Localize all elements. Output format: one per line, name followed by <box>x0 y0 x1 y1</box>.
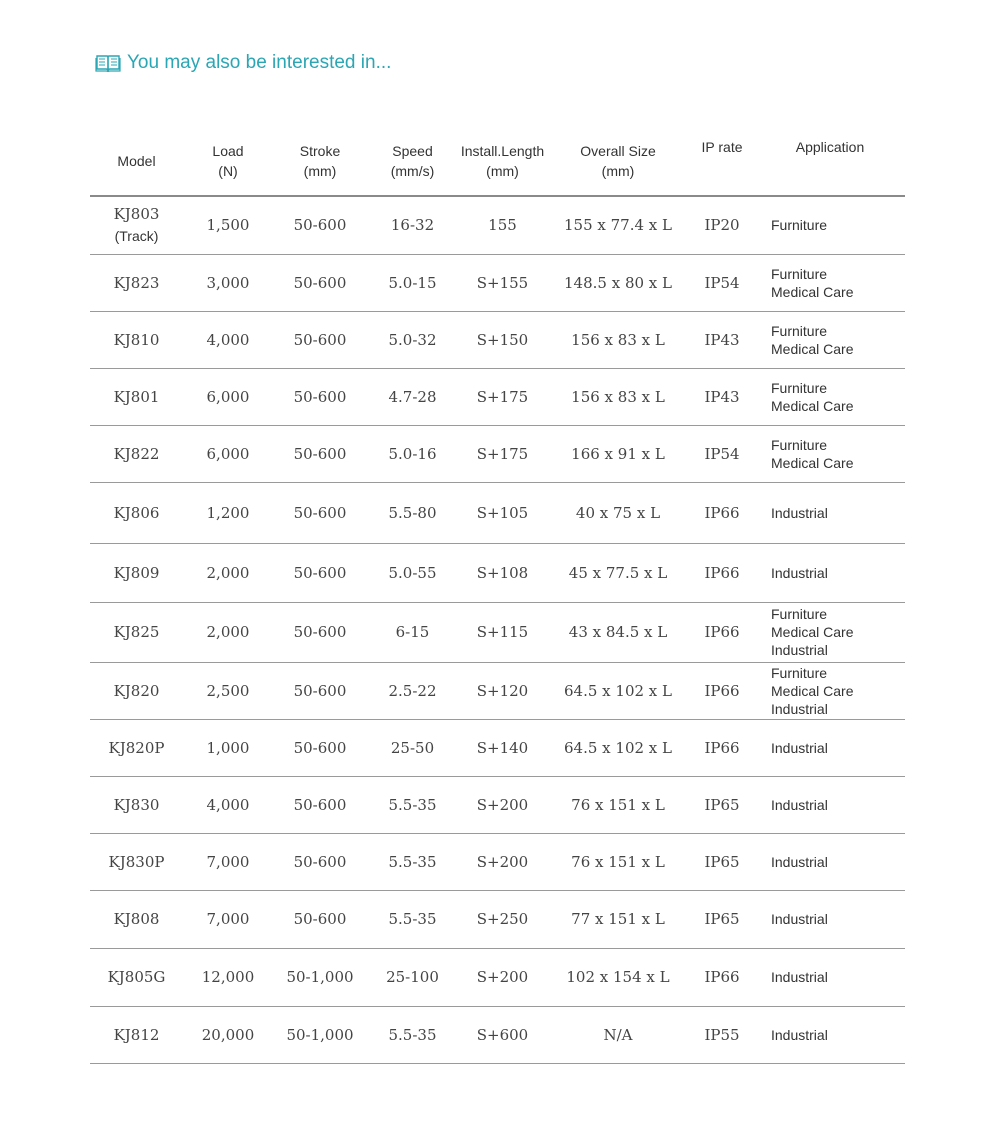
cell-value: 64.5 x 102 x L <box>564 738 672 757</box>
cell-application <box>755 602 905 662</box>
cell-application <box>755 368 905 425</box>
cell-value: IP43 <box>704 387 740 406</box>
cell-model <box>90 482 183 543</box>
cell-load <box>183 662 273 719</box>
cell-value: S+250 <box>476 910 529 928</box>
cell-size <box>547 196 689 254</box>
cell-install <box>458 311 547 368</box>
cell-size <box>547 602 689 662</box>
cell-value: 50-600 <box>293 216 347 235</box>
column-header-line: Overall Size <box>580 143 656 159</box>
cell-application <box>755 948 905 1006</box>
cell-value: 5.0-32 <box>388 330 437 349</box>
cell-value: 50-600 <box>293 681 347 700</box>
table-row <box>90 719 905 776</box>
table-row <box>90 602 905 662</box>
cell-value: 2,000 <box>206 563 250 582</box>
application-item: Medical Care <box>771 624 854 640</box>
cell-load <box>183 196 273 254</box>
cell-application <box>755 890 905 948</box>
cell-stroke <box>273 254 367 311</box>
application-item: Industrial <box>771 1026 828 1043</box>
cell-stroke <box>273 776 367 833</box>
cell-load <box>183 311 273 368</box>
cell-speed <box>367 948 458 1006</box>
cell-model <box>90 1006 183 1063</box>
cell-load <box>183 425 273 482</box>
cell-load <box>183 543 273 602</box>
cell-stroke <box>273 311 367 368</box>
cell-install <box>458 719 547 776</box>
cell-install <box>458 1006 547 1063</box>
cell-value: 7,000 <box>206 910 250 928</box>
cell-value: 1,200 <box>206 503 250 522</box>
cell-size <box>547 719 689 776</box>
cell-model <box>90 425 183 482</box>
cell-install <box>458 543 547 602</box>
cell-value: KJ805G <box>107 968 166 986</box>
cell-value: KJ812 <box>113 1025 160 1044</box>
cell-stroke <box>273 482 367 543</box>
cell-size <box>547 833 689 890</box>
cell-size <box>547 776 689 833</box>
cell-value: 25-100 <box>386 968 439 986</box>
cell-size <box>547 254 689 311</box>
cell-value: 76 x 151 x L <box>571 852 665 871</box>
cell-load <box>183 776 273 833</box>
cell-speed <box>367 311 458 368</box>
cell-speed <box>367 425 458 482</box>
cell-load <box>183 254 273 311</box>
cell-value: IP54 <box>704 444 740 463</box>
cell-application <box>755 425 905 482</box>
cell-model <box>90 662 183 719</box>
column-header-line: (mm/s) <box>390 163 435 179</box>
cell-value: 156 x 83 x L <box>571 330 665 349</box>
cell-value: S+175 <box>476 444 529 463</box>
column-header-stroke <box>273 127 367 196</box>
column-header-model <box>90 127 183 196</box>
cell-speed <box>367 662 458 719</box>
cell-value: 2,500 <box>206 681 250 700</box>
application-item: Furniture <box>771 379 828 396</box>
cell-value: 25-50 <box>390 738 435 757</box>
cell-stroke <box>273 833 367 890</box>
cell-size <box>547 1006 689 1063</box>
table-row <box>90 890 905 948</box>
column-header-line: Model <box>117 153 156 169</box>
column-header-line: (N) <box>218 163 238 179</box>
cell-value: IP55 <box>704 1025 740 1044</box>
application-item: Furniture <box>771 436 828 453</box>
application-item: Industrial <box>771 504 828 521</box>
cell-ip <box>689 602 755 662</box>
cell-value: 43 x 84.5 x L <box>568 623 668 641</box>
cell-value: S+175 <box>476 387 529 406</box>
cell-value: KJ806 <box>113 503 160 522</box>
cell-ip <box>689 833 755 890</box>
cell-value: 50-600 <box>293 738 347 757</box>
cell-value: 50-600 <box>293 273 347 292</box>
column-header-line: IP rate <box>701 139 743 155</box>
cell-model <box>90 890 183 948</box>
column-header-line: Speed <box>392 143 433 159</box>
cell-value: IP65 <box>704 852 740 871</box>
cell-model <box>90 948 183 1006</box>
cell-stroke <box>273 948 367 1006</box>
cell-model <box>90 719 183 776</box>
cell-value: IP20 <box>704 216 740 235</box>
product-table <box>90 127 905 1064</box>
application-item: Furniture <box>771 322 828 339</box>
cell-value: KJ810 <box>113 330 160 349</box>
column-header-line: Install.Length <box>460 143 545 159</box>
cell-value: IP65 <box>704 795 740 814</box>
cell-model <box>90 196 183 254</box>
column-header-line: (mm) <box>303 163 337 179</box>
cell-value: 50-1,000 <box>286 1025 354 1044</box>
cell-speed <box>367 719 458 776</box>
application-item: Industrial <box>771 700 828 717</box>
cell-value: 16-32 <box>390 216 435 235</box>
cell-model <box>90 254 183 311</box>
cell-ip <box>689 948 755 1006</box>
cell-value: 4,000 <box>206 330 250 349</box>
cell-value: 1,000 <box>206 738 250 757</box>
cell-size <box>547 543 689 602</box>
cell-value: 102 x 154 x L <box>566 968 670 986</box>
table-row <box>90 254 905 311</box>
cell-value: IP66 <box>704 503 740 522</box>
cell-value: KJ820 <box>113 681 160 700</box>
application-item: Medical Care <box>771 454 854 471</box>
cell-value: IP66 <box>704 968 740 986</box>
cell-value: 40 x 75 x L <box>575 503 661 522</box>
cell-application <box>755 196 905 254</box>
cell-value: 76 x 151 x L <box>571 795 665 814</box>
table-row <box>90 662 905 719</box>
application-item: Industrial <box>771 911 828 927</box>
cell-value: 5.0-15 <box>388 273 437 292</box>
cell-load <box>183 1006 273 1063</box>
cell-value: 4,000 <box>206 795 250 814</box>
cell-speed <box>367 833 458 890</box>
cell-install <box>458 482 547 543</box>
cell-ip <box>689 196 755 254</box>
cell-value: 50-600 <box>293 852 347 871</box>
section-heading <box>95 48 391 78</box>
cell-install <box>458 776 547 833</box>
table-row <box>90 368 905 425</box>
cell-value: 4.7-28 <box>388 387 437 406</box>
cell-install <box>458 662 547 719</box>
cell-ip <box>689 543 755 602</box>
cell-value: KJ830 <box>113 795 160 814</box>
cell-value: 50-600 <box>293 444 347 463</box>
cell-value: 6,000 <box>206 387 250 406</box>
table-row <box>90 776 905 833</box>
cell-ip <box>689 662 755 719</box>
table-row <box>90 482 905 543</box>
cell-ip <box>689 425 755 482</box>
cell-value: KJ803 <box>113 205 160 224</box>
cell-value: 166 x 91 x L <box>571 444 665 463</box>
cell-value: 5.0-16 <box>388 444 437 463</box>
cell-install <box>458 425 547 482</box>
cell-application <box>755 833 905 890</box>
cell-value: 50-600 <box>293 330 347 349</box>
cell-ip <box>689 368 755 425</box>
cell-value: 156 x 83 x L <box>571 387 665 406</box>
cell-model <box>90 311 183 368</box>
cell-value: KJ809 <box>113 563 160 582</box>
cell-value: IP43 <box>704 330 740 349</box>
cell-value: 6,000 <box>206 444 250 463</box>
cell-stroke <box>273 1006 367 1063</box>
application-item: Furniture <box>771 217 828 234</box>
cell-value: 7,000 <box>206 852 250 871</box>
cell-value: IP66 <box>704 623 740 641</box>
column-header-line: Load <box>212 143 244 159</box>
cell-value: 12,000 <box>201 968 255 986</box>
application-item: Industrial <box>771 796 828 813</box>
cell-speed <box>367 890 458 948</box>
application-item: Industrial <box>771 853 828 870</box>
cell-value: IP66 <box>704 738 740 757</box>
cell-value: 1,500 <box>206 216 250 235</box>
application-item: Furniture <box>771 664 828 681</box>
application-item: Industrial <box>771 969 828 985</box>
cell-value: 2.5-22 <box>388 681 437 700</box>
cell-value: KJ808 <box>113 910 160 928</box>
cell-value: S+108 <box>476 563 529 582</box>
cell-install <box>458 833 547 890</box>
cell-value: 5.5-35 <box>388 852 437 871</box>
cell-load <box>183 948 273 1006</box>
column-header-speed <box>367 127 458 196</box>
cell-value: KJ825 <box>113 623 160 641</box>
cell-value: S+200 <box>476 852 529 871</box>
cell-application <box>755 719 905 776</box>
cell-value: IP65 <box>704 910 740 928</box>
cell-value: 155 x 77.4 x L <box>564 216 672 235</box>
cell-ip <box>689 1006 755 1063</box>
cell-application <box>755 543 905 602</box>
cell-speed <box>367 482 458 543</box>
cell-application <box>755 1006 905 1063</box>
application-item: Medical Care <box>771 283 854 300</box>
cell-speed <box>367 368 458 425</box>
cell-value: S+155 <box>476 273 529 292</box>
application-item: Industrial <box>771 739 828 756</box>
cell-value: 50-600 <box>293 563 347 582</box>
cell-load <box>183 482 273 543</box>
cell-value: 5.5-80 <box>388 503 437 522</box>
table-header-row <box>90 127 905 196</box>
cell-size <box>547 425 689 482</box>
book-icon <box>95 52 121 74</box>
table-row <box>90 833 905 890</box>
cell-value: KJ822 <box>113 444 160 463</box>
table-row <box>90 1006 905 1063</box>
cell-value: 50-600 <box>293 503 347 522</box>
cell-model <box>90 368 183 425</box>
cell-value: 2,000 <box>206 623 250 641</box>
cell-size <box>547 311 689 368</box>
column-header-line: (mm) <box>486 163 519 179</box>
cell-model <box>90 543 183 602</box>
cell-speed <box>367 196 458 254</box>
column-header-ip-rate <box>689 127 755 196</box>
cell-size <box>547 662 689 719</box>
column-header-line: Application <box>795 139 865 155</box>
cell-value: 50-600 <box>293 910 347 928</box>
application-item: Medical Care <box>771 682 854 699</box>
cell-value: KJ820P <box>108 738 165 757</box>
column-header-install-length <box>458 127 547 196</box>
application-item: Furniture <box>771 606 828 622</box>
cell-value: S+140 <box>476 738 529 757</box>
cell-ip <box>689 311 755 368</box>
cell-value: KJ823 <box>113 273 160 292</box>
cell-value: 50-600 <box>293 387 347 406</box>
cell-speed <box>367 602 458 662</box>
column-header-application <box>755 127 905 196</box>
table-row <box>90 948 905 1006</box>
cell-application <box>755 254 905 311</box>
cell-value: KJ830P <box>108 852 165 871</box>
cell-value: IP54 <box>704 273 740 292</box>
cell-load <box>183 890 273 948</box>
cell-model <box>90 776 183 833</box>
cell-value: S+600 <box>476 1025 529 1044</box>
cell-load <box>183 602 273 662</box>
cell-speed <box>367 1006 458 1063</box>
cell-value: KJ801 <box>113 387 160 406</box>
cell-value: 5.5-35 <box>388 910 437 928</box>
cell-application <box>755 662 905 719</box>
cell-value: 5.5-35 <box>388 1025 437 1044</box>
application-item: Medical Care <box>771 340 854 357</box>
cell-stroke <box>273 543 367 602</box>
cell-speed <box>367 254 458 311</box>
cell-stroke <box>273 368 367 425</box>
application-item: Furniture <box>771 265 828 282</box>
cell-load <box>183 719 273 776</box>
cell-value: 5.0-55 <box>388 563 437 582</box>
table-row <box>90 543 905 602</box>
cell-model <box>90 602 183 662</box>
cell-load <box>183 833 273 890</box>
cell-value: 50-600 <box>293 623 347 641</box>
cell-ip <box>689 890 755 948</box>
cell-value: 148.5 x 80 x L <box>564 273 672 292</box>
application-item: Industrial <box>771 564 828 581</box>
cell-value: 64.5 x 102 x L <box>564 681 672 700</box>
cell-stroke <box>273 196 367 254</box>
cell-ip <box>689 719 755 776</box>
column-header-line: (mm) <box>601 163 635 179</box>
cell-application <box>755 776 905 833</box>
cell-value: 3,000 <box>206 273 250 292</box>
column-header-line: Stroke <box>299 143 341 159</box>
cell-install <box>458 602 547 662</box>
cell-load <box>183 368 273 425</box>
cell-speed <box>367 776 458 833</box>
cell-install <box>458 254 547 311</box>
cell-value: S+150 <box>476 330 529 349</box>
cell-stroke <box>273 719 367 776</box>
cell-stroke <box>273 890 367 948</box>
cell-install <box>458 196 547 254</box>
cell-install <box>458 948 547 1006</box>
cell-stroke <box>273 662 367 719</box>
cell-install <box>458 890 547 948</box>
cell-value: 50-600 <box>293 795 347 814</box>
cell-value: IP66 <box>704 563 740 582</box>
cell-ip <box>689 776 755 833</box>
cell-stroke <box>273 602 367 662</box>
cell-stroke <box>273 425 367 482</box>
table-body <box>90 196 905 1063</box>
heading-text: You may also be interested in... <box>127 52 392 73</box>
cell-model <box>90 833 183 890</box>
cell-value: IP66 <box>704 681 740 700</box>
cell-speed <box>367 543 458 602</box>
cell-value: 50-1,000 <box>286 968 354 986</box>
cell-install <box>458 368 547 425</box>
table-row <box>90 425 905 482</box>
cell-value: N/A <box>603 1025 633 1044</box>
cell-size <box>547 948 689 1006</box>
cell-ip <box>689 254 755 311</box>
cell-ip <box>689 482 755 543</box>
cell-value: 6-15 <box>395 623 430 641</box>
column-header-overall-size <box>547 127 689 196</box>
application-item: Industrial <box>771 642 828 658</box>
cell-value: 45 x 77.5 x L <box>568 563 668 582</box>
cell-value: 5.5-35 <box>388 795 437 814</box>
table-row <box>90 311 905 368</box>
cell-size <box>547 368 689 425</box>
cell-value: 155 <box>488 216 517 235</box>
cell-value: S+115 <box>476 623 529 641</box>
cell-application <box>755 311 905 368</box>
application-item: Medical Care <box>771 397 854 414</box>
cell-size <box>547 482 689 543</box>
cell-value: 77 x 151 x L <box>571 910 665 928</box>
table-row <box>90 196 905 254</box>
column-header-load <box>183 127 273 196</box>
cell-value: S+200 <box>476 968 529 986</box>
cell-value: S+120 <box>476 681 529 700</box>
model-subtitle: (Track) <box>114 228 159 245</box>
cell-application <box>755 482 905 543</box>
cell-size <box>547 890 689 948</box>
cell-value: S+200 <box>476 795 529 814</box>
cell-value: 20,000 <box>201 1025 255 1044</box>
cell-value: S+105 <box>476 503 529 522</box>
